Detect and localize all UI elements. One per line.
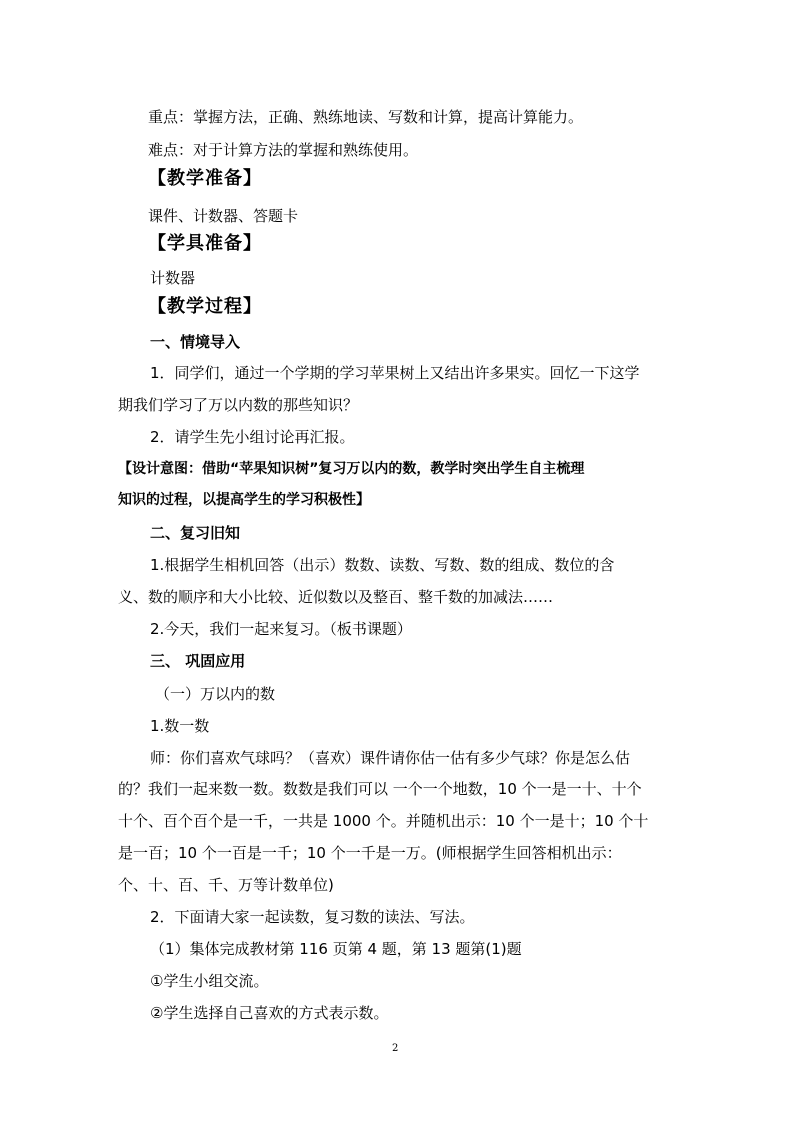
paragraph-line: 2．请学生先小组讨论再汇报。 [150,428,355,446]
heading-teaching-process: 【教学过程】 [148,296,262,317]
page-number: 2 [392,1043,399,1054]
paragraph-line: 期我们学习了万以内数的那些知识？ [118,396,359,414]
paragraph-line: （1）集体完成教材第 116 页第 4 题，第 13 题第(1)题 [150,940,522,958]
section-heading-consolidate: 三、 巩固应用 [150,652,246,670]
paragraph-line: 个、十、百、千、万等计数单位) [118,876,334,894]
paragraph-line: 2．下面请大家一起读数，复习数的读法、写法。 [150,908,475,926]
paragraph-line: 师：你们喜欢气球吗？（喜欢）课件请你估一估有多少气球？你是怎么估 [150,749,631,767]
paragraph-line: 义、数的顺序和大小比较、近似数以及整百、整千数的加减法…… [118,588,554,606]
subsection-heading: （一）万以内的数 [155,685,276,703]
paragraph-line: 的？我们一起来数一数。数数是我们可以 一个一个地数，10 个一是一十、十个 [118,780,642,798]
section-heading-intro: 一、情境导入 [150,333,241,351]
paragraph-line: 十个、百个百个是一千，一共是 1000 个。并随机出示：10 个一是十；10 个十 [118,812,649,830]
paragraph-line: 1.根据学生相机回答（出示）数数、读数、写数、数的组成、数位的含 [150,556,615,574]
student-tools-text: 计数器 [150,269,196,287]
list-item: ①学生小组交流。 [150,972,269,990]
key-point-line: 重点：掌握方法，正确、熟练地读、写数和计算，提高计算能力。 [148,108,584,126]
paragraph-line: 2.今天，我们一起来复习。（板书课题） [150,620,412,638]
paragraph-line: 1．同学们，通过一个学期的学习苹果树上又结出许多果实。回忆一下这学 [150,364,640,382]
heading-teaching-prep: 【教学准备】 [148,168,262,189]
design-intent-note: 知识的过程，以提高学生的学习积极性】 [118,492,370,508]
paragraph-line: 是一百；10 个一百是一千；10 个一千是一万。(师根据学生回答相机出示： [118,844,622,862]
list-item: ②学生选择自己喜欢的方式表示数。 [150,1004,389,1022]
heading-student-tools: 【学具准备】 [148,233,262,254]
subsection-heading: 1.数一数 [150,717,210,735]
section-heading-review: 二、复习旧知 [150,524,241,542]
difficulty-line: 难点：对于计算方法的掌握和熟练使用。 [148,141,419,159]
design-intent-note: 【设计意图：借助“苹果知识树”复习万以内的数，教学时突出学生自主梳理 [118,461,585,477]
teaching-prep-text: 课件、计数器、答题卡 [148,207,299,225]
